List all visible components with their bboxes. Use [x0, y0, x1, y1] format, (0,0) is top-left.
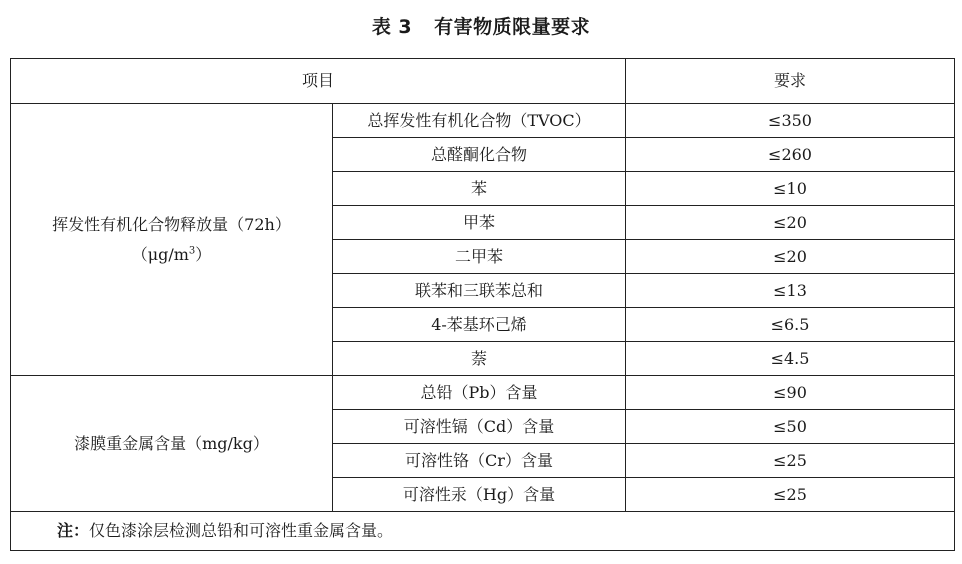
- row-name: 可溶性铬（Cr）含量: [333, 444, 626, 478]
- row-name: 可溶性汞（Hg）含量: [333, 478, 626, 512]
- table-note: [11, 512, 955, 551]
- header-requirement: 要求: [626, 59, 955, 104]
- row-name: 联苯和三联苯总和: [333, 274, 626, 308]
- group-label-voc-line1: 挥发性有机化合物释放量（72h）: [52, 214, 291, 234]
- table-number: 表 3: [371, 16, 413, 38]
- row-limit: ≤10: [626, 172, 955, 206]
- note-lead: 注：: [57, 521, 90, 540]
- row-limit: ≤13: [626, 274, 955, 308]
- row-limit: ≤4.5: [626, 342, 955, 376]
- row-name: 二甲苯: [333, 240, 626, 274]
- row-name: 甲苯: [333, 206, 626, 240]
- row-limit: ≤260: [626, 138, 955, 172]
- group-label-voc-unit: $(\mu g/m^3)$: [131, 244, 212, 264]
- row-name: 苯: [333, 172, 626, 206]
- row-limit: ≤20: [626, 206, 955, 240]
- table-title: 有害物质限量要求: [434, 16, 591, 38]
- row-limit: ≤90: [626, 376, 955, 410]
- row-name: 可溶性镉（Cd）含量: [333, 410, 626, 444]
- group-label-voc: [11, 104, 333, 376]
- row-limit: ≤25: [626, 444, 955, 478]
- table-caption: [0, 12, 962, 39]
- table-row: [11, 376, 955, 410]
- hazardous-substance-limits-table: [10, 58, 955, 551]
- row-name: 总挥发性有机化合物（TVOC）: [333, 104, 626, 138]
- group-label-heavy-metals: 漆膜重金属含量（mg/kg）: [11, 376, 333, 512]
- row-limit: ≤20: [626, 240, 955, 274]
- header-item: 项目: [11, 59, 626, 104]
- table-row: [11, 104, 955, 138]
- row-limit: ≤25: [626, 478, 955, 512]
- row-limit: ≤50: [626, 410, 955, 444]
- note-text: 仅色漆涂层检测总铅和可溶性重金属含量。: [89, 521, 394, 540]
- row-limit: ≤6.5: [626, 308, 955, 342]
- row-name: 总铅（Pb）含量: [333, 376, 626, 410]
- header-row: [11, 59, 955, 104]
- row-name: 4-苯基环己烯: [333, 308, 626, 342]
- table-note-row: [11, 512, 955, 551]
- row-name: 萘: [333, 342, 626, 376]
- row-limit: ≤350: [626, 104, 955, 138]
- row-name: 总醛酮化合物: [333, 138, 626, 172]
